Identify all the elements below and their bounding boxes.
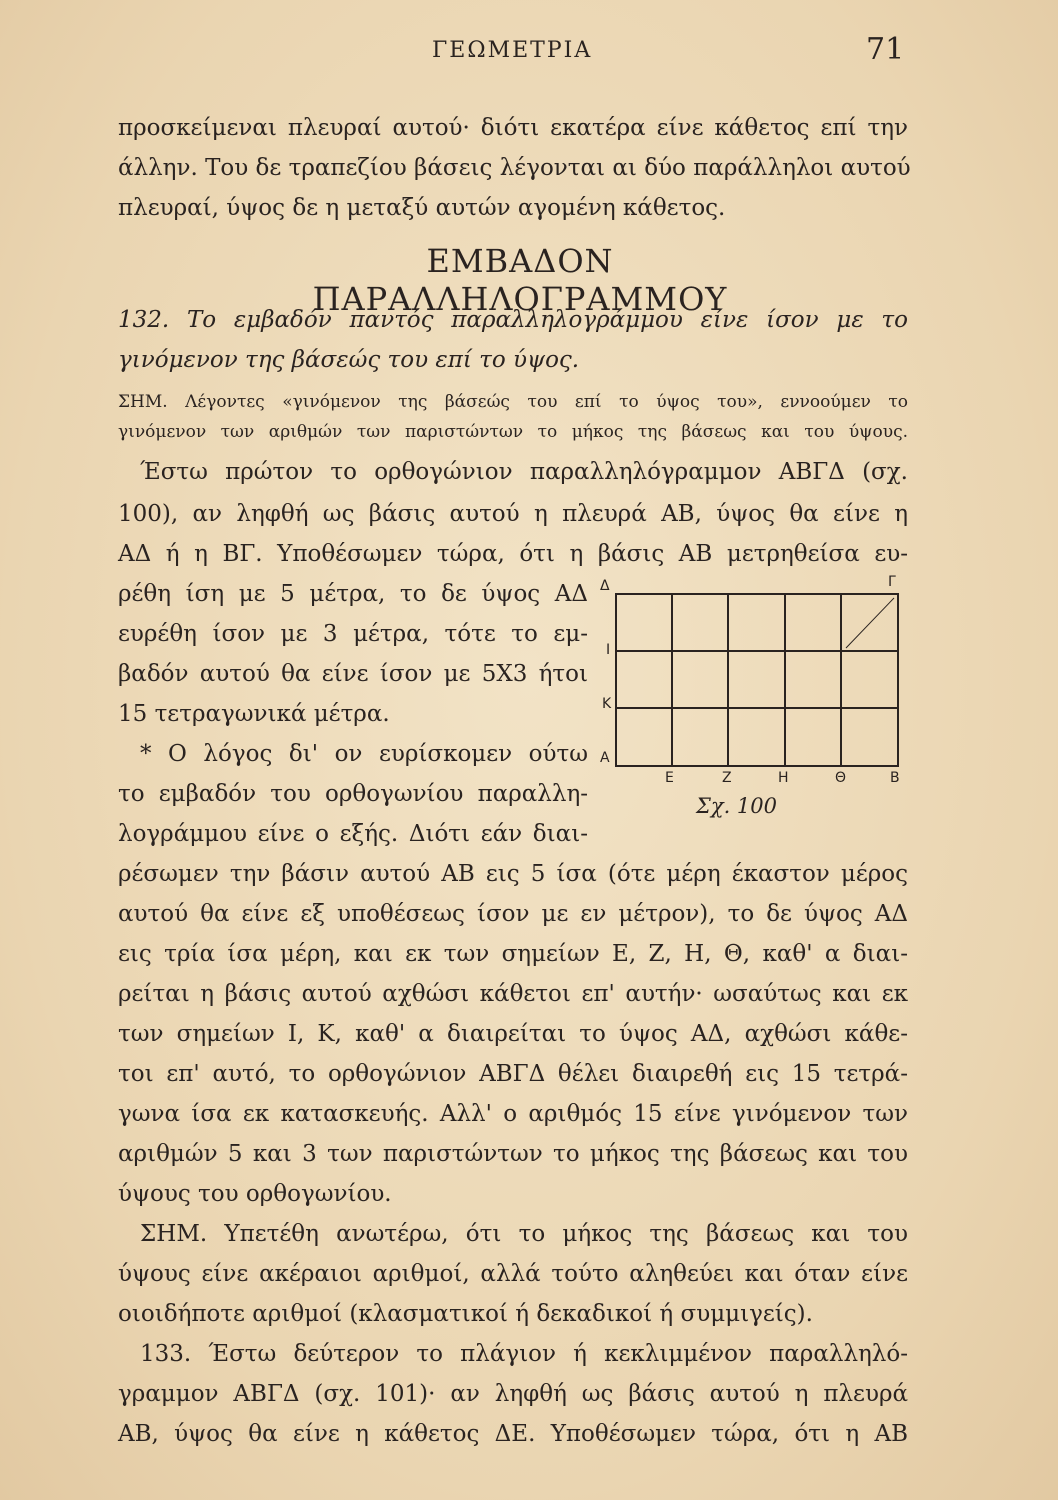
text-line: οιοιδήποτε αριθμοί (κλασματικοί ή δεκαδικοί ή συμμιγείς). [118,1301,813,1327]
text-line: ΑΒ, ύψος θα είνε η κάθετος ΔΕ. Υποθέσωμεν τώρα, ότι η ΑΒ [118,1421,908,1447]
text-line: 133. Έστω δεύτερον το πλάγιον ή κεκλιμμένον παραλληλό- [140,1341,908,1367]
text-line: γραμμον ΑΒΓΔ (σχ. 101)· αν ληφθή ως βάσις αυτού η πλευρά [118,1381,908,1407]
theorem-line: γινόμενον της βάσεώς του επί το ύψος. [118,347,580,373]
grid-rectangle-diagram [598,574,918,794]
text-line: 100), αν ληφθή ως βάσις αυτού η πλευρά ΑΒ, ύψος θα είνε η [118,501,908,527]
text-line: ΣΗΜ. Υπετέθη ανωτέρω, ότι το μήκος της βάσεως και του [140,1221,908,1247]
text-line: ρείται η βάσις αυτού αχθώσι κάθετοι επ' αυτήν· ωσαύτως και εκ [118,981,908,1007]
label-gamma: Γ [888,574,896,590]
page-number: 71 [866,32,905,67]
label-iota: I [606,642,611,658]
text-line: ρέθη ίση με 5 μέτρα, το δε ύψος ΑΔ [118,581,588,607]
text-line: Έστω πρώτον το ορθογώνιον παραλληλόγραμμον ΑΒΓΔ (σχ. [140,459,908,485]
text-line: των σημείων Ι, Κ, καθ' α διαιρείται το ύψος ΑΔ, αχθώσι κάθε- [118,1021,908,1047]
text-line: προσκείμεναι πλευραί αυτού· διότι εκατέρα είνε κάθετος επί την [118,115,908,141]
note-line: γινόμενον των αριθμών των παριστώντων το μήκος της βάσεως και του ύψους. [118,422,908,442]
text-line: αυτού θα είνε εξ υποθέσεως ίσον με εν μέτρον), το δε ύψος ΑΔ [118,901,908,927]
figure-caption: Σχ. 100 [696,794,778,818]
text-line: ευρέθη ίσον με 3 μέτρα, τότε το εμ- [118,621,588,647]
text-line: εις τρία ίσα μέρη, και εκ των σημείων Ε, Ζ, Η, Θ, καθ' α διαι- [118,941,908,967]
text-line: ρέσωμεν την βάσιν αυτού ΑΒ εις 5 ίσα (ότε μέρη έκαστον μέρος [118,861,908,887]
text-line: ύψους του ορθογωνίου. [118,1181,392,1207]
text-line: αριθμών 5 και 3 των παριστώντων το μήκος της βάσεως και του [118,1141,908,1167]
note-line: ΣΗΜ. Λέγοντες «γινόμενον της βάσεώς του επί το ύψος του», εννοούμεν το [118,392,908,412]
text-line: γωνα ίσα εκ κατασκευής. Αλλ' ο αριθμός 15 είνε γινόμενον των [118,1101,908,1127]
label-epsilon: E [665,770,674,786]
page-header [0,30,1058,80]
text-line: * Ο λόγος δι' ον ευρίσκομεν ούτω [140,741,588,767]
text-line: 15 τετραγωνικά μέτρα. [118,701,390,727]
label-theta: Θ [835,770,847,786]
figure-100 [598,574,918,826]
text-line: άλλην. Του δε τραπεζίου βάσεις λέγονται αι δύο παράλληλοι αυτού [118,155,911,181]
label-kappa: K [602,696,612,712]
label-beta: B [890,770,900,786]
text-line: ύψους είνε ακέραιοι αριθμοί, αλλά τούτο αληθεύει και όταν είνε [118,1261,908,1287]
text-line: λογράμμου είνε ο εξής. Διότι εάν διαι- [118,821,588,847]
text-line: ΑΔ ή η ΒΓ. Υποθέσωμεν τώρα, ότι η βάσις ΑΒ μετρηθείσα ευ- [118,541,908,567]
text-line: το εμβαδόν του ορθογωνίου παραλλη- [118,781,588,807]
label-alpha: A [600,750,610,766]
label-eta: H [778,770,789,786]
text-line: τοι επ' αυτό, το ορθογώνιον ΑΒΓΔ θέλει διαιρεθή εις 15 τετρά- [118,1061,908,1087]
running-title: ΓΕΩΜΕΤΡΙΑ [432,38,593,63]
theorem-line: 132. Το εμβαδόν παντός παραλληλογράμμου είνε ίσον με το [118,307,908,333]
label-zeta: Z [722,770,732,786]
label-delta: Δ [600,578,610,594]
section-heading: ΕΜΒΑΔΟΝ ΠΑΡΑΛΛΗΛΟΓΡΑΜΜΟΥ [312,242,728,318]
text-line: πλευραί, ύψος δε η μεταξύ αυτών αγομένη κάθετος. [118,195,726,221]
text-line: βαδόν αυτού θα είνε ίσον με 5Χ3 ήτοι [118,661,588,687]
